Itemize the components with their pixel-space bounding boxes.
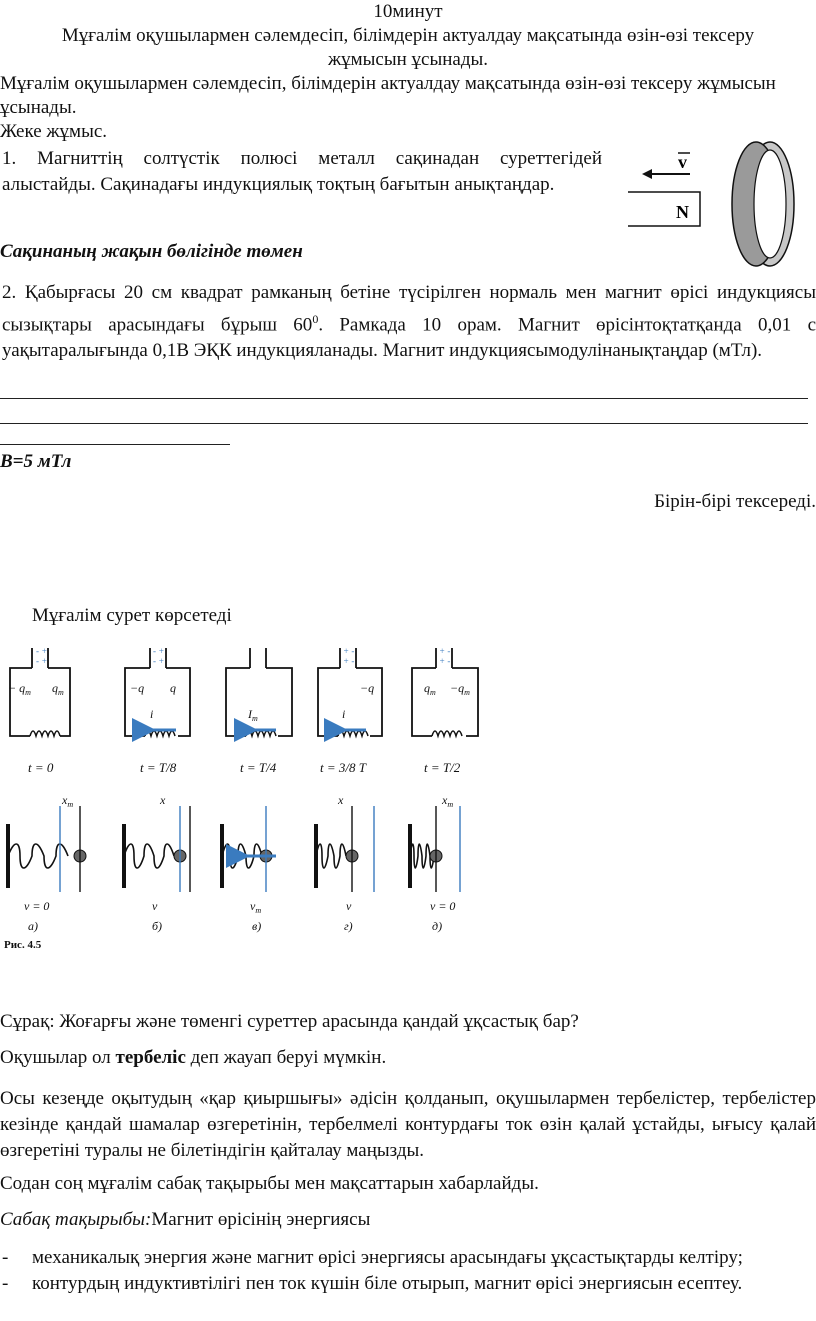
expected-answer — [0, 1046, 386, 1070]
spring-oscillator-5 — [410, 793, 460, 933]
svg-text:i: i — [342, 707, 346, 721]
svg-text:− qm: − $q_m$ — [8, 681, 31, 697]
svg-text:v: v — [152, 899, 158, 913]
announce-text: Содан соң мұғалім сабақ тақырыбы мен мақсаттарын хабарлайды. — [0, 1173, 539, 1194]
intro-heading — [0, 24, 816, 48]
time-label-3: t = T/4 — [240, 760, 277, 775]
magnet-n-label: N — [676, 202, 689, 222]
svg-text:- +: - + — [153, 656, 165, 666]
time-label-2: t = T/8 — [140, 760, 177, 775]
intro-paragraph: Мұғалім оқушылармен сәлемдесіп, білімдерін актуалдау мақсатында өзін-өзі тексеру жұмысын ұсынады. — [0, 73, 776, 118]
objectives-list — [0, 1246, 816, 1298]
svg-text:−qm: $-q_m$ — [450, 681, 470, 697]
magnet-ring-figure — [622, 140, 802, 280]
svg-text:- +: - + — [36, 656, 48, 666]
individual-work-label: Жеке жұмыс. — [0, 121, 108, 142]
svg-text:+ -: + - — [439, 646, 451, 656]
answer-keyword: тербеліс — [115, 1047, 186, 1068]
dash-icon: - — [2, 1273, 9, 1294]
figure-caption: Рис. 4.5 — [4, 939, 42, 951]
svg-text:x: x — [338, 793, 344, 807]
spring-oscillator-2 — [124, 793, 190, 933]
answer-prefix: Оқушылар ол — [0, 1047, 116, 1068]
objective-item — [0, 1246, 816, 1272]
answer-suffix: деп жауап беруі мүмкін. — [185, 1047, 387, 1068]
lc-circuit-2 — [125, 646, 190, 775]
degree-superscript: 0 — [312, 312, 319, 326]
spring-oscillator-4 — [316, 793, 374, 933]
svg-text:x: x — [160, 793, 166, 807]
objective-text: механикалық энергия және магнит өрісі энергиясы арасындағы ұқсастықтарды келтіру; — [32, 1247, 743, 1268]
task2-text-rest: . Рамкада 10 орам. Магнит өрісінтоқтатқанда 0,01 с уақытаралығында 0,1В ЭҚК индукцияланады. Магнит индукциясымодулінанықтаңдар (мТл). — [2, 314, 816, 362]
lesson-topic-label: Сабақ тақырыбы: — [0, 1209, 152, 1230]
spring-label-a: а) — [28, 919, 38, 933]
task2-answer: B=5 мТл — [0, 451, 72, 472]
svg-text:xm: $x_m$ — [62, 793, 74, 809]
teacher-shows-text: Мұғалім сурет көрсетеді — [32, 605, 232, 626]
time-label-1: t = 0 — [28, 760, 54, 775]
svg-text:qm: $q_m$ — [424, 681, 436, 697]
svg-text:i: i — [150, 707, 154, 721]
intro-line-2: жұмысын ұсынады. — [327, 49, 488, 70]
duration-heading: 10минут — [373, 1, 443, 22]
spring-oscillator-1 — [8, 793, 86, 933]
svg-text:q: q — [170, 681, 176, 695]
intro-line-1: Мұғалім оқушылармен сәлемдесіп, білімдерін актуалдау мақсатында өзін-өзі тексеру — [61, 25, 755, 46]
svg-text:qm: $q_m$ — [52, 681, 64, 697]
svg-text:v = 0: v = 0 — [430, 899, 456, 913]
svg-text:−q: −q — [130, 681, 145, 695]
velocity-label: v — [678, 152, 687, 172]
lc-circuit-4 — [318, 646, 382, 775]
task1-answer: Сақинаның жақын бөлігінде төмен — [0, 241, 303, 262]
answer-line-1 — [0, 398, 808, 399]
spring-label-b: б) — [152, 919, 163, 933]
svg-text:v = 0: v = 0 — [24, 899, 50, 913]
peer-check-text: Бірін-бірі тексереді. — [654, 491, 816, 512]
lc-circuit-1 — [8, 646, 70, 775]
oscillation-figure — [0, 640, 500, 960]
spring-label-e: д) — [432, 919, 443, 933]
task1-text: 1. Магниттің солтүстік полюсі металл сақинадан суреттегідей алыстайды. Сақинадағы индукциялық тоқтың бағытын анықтаңдар. — [2, 148, 602, 195]
svg-text:−q: −q — [360, 681, 375, 695]
svg-text:xm: $x_m$ — [442, 793, 454, 809]
spring-label-c: в) — [252, 919, 262, 933]
lc-circuit-3 — [226, 648, 292, 775]
spring-label-d: г) — [344, 919, 353, 933]
svg-text:+ -: + - — [439, 656, 451, 666]
svg-text:Im: $I_m$ — [248, 707, 258, 723]
svg-text:v: v — [346, 899, 352, 913]
svg-text:vm: $v_m$ — [250, 899, 262, 915]
method-paragraph: Осы кезеңде оқытудың «қар қиыршығы» әдісін қолданып, оқушылармен тербелістер, тербелістер кезінде қандай шамалар өзгеретінін, тербелмелі контурдағы ток өзін қалай ұстайды, ығысу қалай өзгеретіні туралы не білетіндігін қайталау маңызды. — [0, 1088, 816, 1161]
task2-text-main: 2. Қабырғасы 20 см квадрат рамканың бетіне түсірілген нормаль мен магнит өрісі индукциясы сызықтары арасындағы бұрыш 60 — [2, 282, 816, 336]
lc-circuit-5 — [412, 646, 478, 775]
time-label-4: t = 3/8 T — [320, 760, 366, 775]
answer-line-3 — [0, 444, 230, 445]
spring-oscillator-3 — [222, 806, 276, 933]
lesson-topic — [0, 1208, 370, 1232]
dash-icon: - — [2, 1247, 9, 1268]
magnet-bar — [628, 192, 700, 226]
question-text: Сұрақ: Жоғарғы және төменгі суреттер арасында қандай ұқсастық бар? — [0, 1011, 579, 1032]
objective-text: контурдың индуктивтілігі пен ток күшін біле отырып, магнит өрісі энергиясын есептеу. — [32, 1273, 743, 1294]
svg-text:- +: - + — [153, 646, 165, 656]
answer-line-2 — [0, 423, 808, 424]
objective-item — [0, 1272, 816, 1298]
svg-text:- +: - + — [36, 646, 48, 656]
metal-ring — [732, 142, 794, 266]
task2-text — [2, 280, 816, 364]
svg-text:+ -: + - — [343, 656, 355, 666]
lesson-topic-value: Магнит өрісінің энергиясы — [151, 1209, 371, 1230]
svg-text:+ -: + - — [343, 646, 355, 656]
time-label-5: t = T/2 — [424, 760, 461, 775]
